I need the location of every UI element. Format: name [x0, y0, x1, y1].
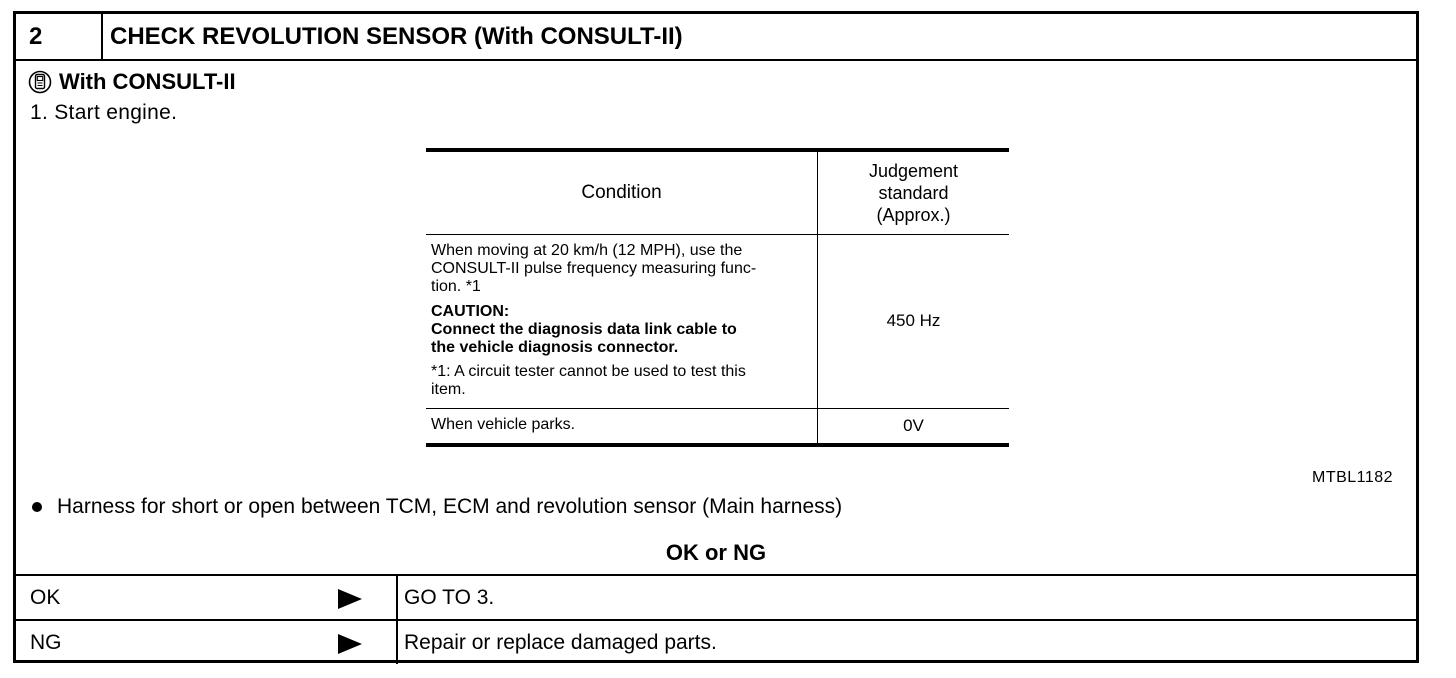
procedure-box: [13, 11, 1419, 663]
result-row-ok: [16, 574, 1416, 619]
table-bottom-rule: [426, 443, 1009, 447]
moving-value-cell: 450 Hz: [886, 311, 941, 330]
judgement-header: [818, 152, 1009, 234]
step-number: 2: [16, 14, 103, 59]
consult-heading: [28, 69, 236, 95]
condition-text: CONSULT-II pulse frequency measuring func-: [431, 260, 757, 277]
condition-header: Condition: [581, 182, 662, 203]
result-label: NG: [30, 631, 62, 654]
result-action: Repair or replace damaged parts.: [404, 631, 717, 654]
arrow-right-icon: [338, 634, 362, 654]
moving-condition-cell: [431, 242, 816, 399]
result-action: GO TO 3.: [404, 586, 495, 609]
caution-title: CAUTION:: [431, 303, 510, 320]
condition-text: tion. *1: [431, 278, 481, 295]
caution-text: the vehicle diagnosis connector.: [431, 339, 679, 356]
judgement-table: [426, 148, 1009, 447]
instruction-step: 1. Start engine.: [30, 101, 178, 124]
harness-check-item: [32, 495, 842, 519]
figure-id: MTBL1182: [1312, 469, 1394, 486]
result-row-ng: [16, 619, 1416, 664]
caution-text: Connect the diagnosis data link cable to: [431, 321, 737, 338]
row-separator: [396, 621, 398, 664]
harness-check-text: Harness for short or open between TCM, ECM and revolution sensor (Main harness): [57, 495, 843, 518]
footnote-text: *1: A circuit tester cannot be used to test this: [431, 363, 746, 380]
row-separator: [396, 576, 398, 619]
parked-condition-cell: When vehicle parks.: [431, 416, 576, 433]
judgement-header-line: standard: [878, 183, 949, 203]
step-header: [16, 14, 1416, 61]
result-label: OK: [30, 586, 61, 609]
judgement-header-line: (Approx.): [876, 205, 951, 225]
parked-value-cell: 0V: [903, 416, 924, 435]
result-title: OK or NG: [665, 540, 767, 565]
footnote-text: item.: [431, 381, 466, 398]
consult-tool-icon: [28, 69, 52, 95]
bullet-icon: [32, 502, 42, 512]
consult-label: With CONSULT-II: [59, 69, 236, 94]
step-title: CHECK REVOLUTION SENSOR (With CONSULT-II): [110, 23, 683, 50]
arrow-right-icon: [338, 589, 362, 609]
condition-text: When moving at 20 km/h (12 MPH), use the: [431, 242, 743, 259]
judgement-header-line: Judgement: [868, 161, 959, 181]
